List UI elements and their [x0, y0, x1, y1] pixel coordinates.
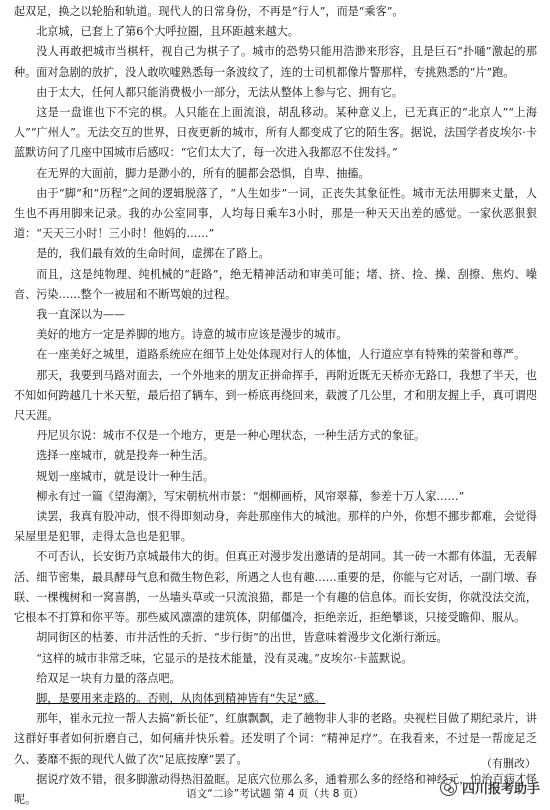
paragraph: 丹尼贝尔说：城市不仅是一个地方，更是一种心理状态，一种生活方式的象征。: [36, 429, 426, 443]
paragraph: “这样的城市非常乏味，它显示的是技术能量，没有灵魂。”皮埃尔·卡蓝默说。: [36, 651, 413, 665]
paragraph: 那年，崔永元拉一帮人去搞“新长征”，红旗飘飘，走了趟物非人非的老路。央视栏目做了期纪录片，讲这群好事者如何折磨自己，如何痛并快乐着。还发明了个词：“精神足疗”。在我看来，不过是一帮庞足乏久、萎靡不振的现代人做了次“足底按摩”罢了。: [14, 712, 537, 766]
paragraph: 起双足，换之以轮胎和轨道。现代人的日常身份，不再是“行人”，而是“乘客”。: [14, 5, 404, 18]
paragraph: 而且，这是纯物理、纯机械的“赶路”，绝无精神活动和审美可能；堵、挤、捡、操、刮擦、焦灼、噪音、污染……整个一被屈和不断骂娘的过程。: [14, 267, 537, 301]
wechat-icon: [440, 779, 457, 796]
paragraph: 给双足一块有力量的落点吧。: [36, 671, 181, 685]
article-body: [14, 2, 537, 810]
paragraph: 北京城，已套上了第6个大呼拉圈，且环距越来越大。: [36, 25, 299, 39]
paragraph: [14, 689, 537, 709]
paragraph: 这是一盘谁也下不完的棋。人只能在上面流浪，胡乱移动。某种意义上，已无真正的“北京人”“上海人”“广州人”。无法交互的世界，日夜更新的城市，所有人都变成了它的陌生客。据说，法国学者皮埃尔·卡蓝默访问了几座中国城市后感叹：“它们太大了，每一次进入我都忍不住发抖。”: [14, 106, 537, 160]
paragraph: 那天，我要到马路对面去，一个外地来的朋友正拼命挥手，再附近既无天桥亦无路口，我想了半天，也不知如何跨越几十米天堑，最后招了辆车，到一桥底再绕回来，载渡了几公里，才和朋友握上手，真可谓咫尺天涯。: [14, 368, 537, 423]
paragraph: 在一座美好之城里，道路系统应在细节上处处体现对行人的体恤，人行道应享有特殊的荣誉和尊严。: [36, 348, 526, 362]
paragraph: 在无界的大面前，脚力是渺小的，所有的腿都会恐惧，自卑、抽搐。: [36, 166, 370, 180]
paragraph: 是的，我们最有效的生命时间，虚掷在了路上。: [36, 247, 270, 261]
paragraph: 柳永有过一篇《望海潮》，写宋朝杭州市景：“烟柳画桥，风帘翠幕，参差十万人家……”: [36, 489, 465, 503]
page-footer: 语文“二诊”考试题 第 4 页（共 8 页）: [186, 788, 364, 800]
paragraph: 由于“脚”和“历程”之间的逻辑脱落了，“人生如步”一词，正丧失其象征性。城市无法用脚来丈量，人生也不再用脚来记录。我的办公室同事，人均每日乘车3小时，那是一种天天出差的感觉。一家伙恶狠狠道：“天天三小时！三小时！他妈的……”: [14, 186, 537, 241]
paragraph: 由于太大，任何人都只能消费极小一部分，无法从整体上参与它、拥有它。: [36, 85, 403, 99]
paragraph: 读罢，我真有股冲动，恨不得即刻动身，奔赴那座伟大的城池。那样的户外，你想不挪步都难，会觉得呆屋里是犯罪，走得太急也是犯罪。: [14, 510, 537, 544]
watermark: [440, 778, 540, 797]
paragraph: 规划一座城市，就是设计一种生活。: [36, 469, 215, 483]
paragraph: 据说疗效不错，很多脚激动得热泪盈眶。足底穴位那么多，通着那么多的经络和神经元，怕治百病才怪呢。: [14, 772, 537, 806]
underlined-sentence: 脚，是要用来走路的。否则，从肉体到精神皆有“失足”感。: [36, 691, 326, 705]
paragraph: 我一直深以为——: [36, 308, 126, 322]
paragraph: 不可否认，长安街乃京城最伟大的街。但真正对漫步发出邀请的是胡同。其一砖一木都有体温，无表解活、细节密集，最具酵母气息和微生物色彩，所遇之人也有趣……重要的是，你能与它对话，一副门墩、春联、一棵槐树和一窝喜鹊，一丛墙头草或一只流浪猫，都是一个有趣的信息体。而长安街，你就没法交流，它根本不打算和你平等。那些威风凛凛的建筑体，阴郁僵冷，拒绝亲近，拒绝攀谈，只接受瞻仰、服从。: [14, 550, 537, 625]
paragraph: 美好的地方一定是养脚的地方。诗意的城市应该是漫步的城市。: [36, 328, 348, 342]
paragraph: 没人再敢把城市当棋杆，视自己为棋子了。城市的恐势只能用浩渺来形容，且是巨石“扑嗵”激起的那种。面对急剧的放扩，没人敢吹嘘熟悉每一条波纹了，连的士司机都像片警那样，专挑熟悉的“片”跑。: [14, 45, 537, 79]
source-note: （有删改）: [481, 757, 536, 770]
watermark-text: 四川报考助手: [461, 782, 540, 797]
paragraph: 胡同街区的枯萎、市井活性的夭折、“步行街”的出世，皆意味着漫步文化渐行渐远。: [36, 631, 448, 645]
paragraph: 选择一座城市，就是投奔一种生活。: [36, 449, 215, 463]
